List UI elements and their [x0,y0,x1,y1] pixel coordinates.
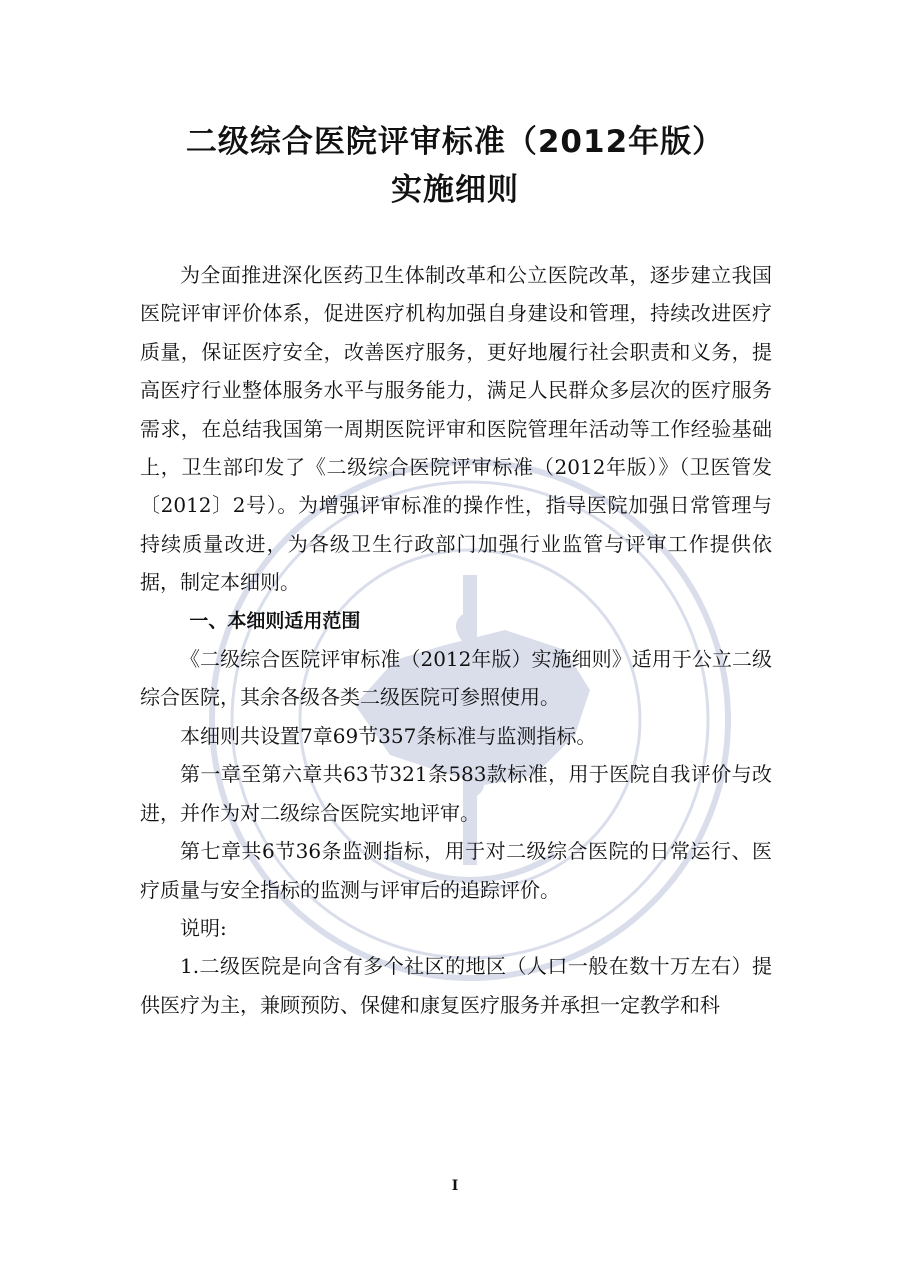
paragraph: 第七章共6节36条监测指标，用于对二级综合医院的日常运行、医疗质量与安全指标的监测与评审后的追踪评价。 [140,839,772,902]
page-number: I [451,1178,459,1194]
document-title: 二级综合医院评审标准（2012年版） [185,124,725,160]
paragraph: 《二级综合医院评审标准（2012年版）实施细则》适用于公立二级综合医院，其余各级各类二级医院可参照使用。 [140,647,772,710]
paragraph: 本细则共设置7章69节357条标准与监测指标。 [180,723,597,748]
notes-label: 说明: [180,915,227,940]
document-subtitle: 实施细则 [391,172,519,208]
paragraph: 1.二级医院是向含有多个社区的地区（人口一般在数十万左右）提供医疗为主，兼顾预防、保健和康复医疗服务并承担一定教学和科 [140,954,772,1017]
section-heading: 一、本细则适用范围 [189,609,361,632]
document-body [140,256,772,1024]
intro-paragraph: 为全面推进深化医药卫生体制改革和公立医院改革，逐步建立我国医院评审评价体系，促进医疗机构加强自身建设和管理，持续改进医疗质量，保证医疗安全，改善医疗服务，更好地履行社会职责和义务，提高医疗行业整体服务水平与服务能力，满足人民群众多层次的医疗服务需求，在总结我国第一周期医院评审和医院管理年活动等工作经验基础上，卫生部印发了《二级综合医院评审标准（2012年版）》（卫医管发〔2012〕2号）。为增强评审标准的操作性，指导医院加强日常管理与持续质量改进，为各级卫生行政部门加强行业监管与评审工作提供依据，制定本细则。 [140,263,772,595]
paragraph: 第一章至第六章共63节321条583款标准，用于医院自我评价与改进，并作为对二级综合医院实地评审。 [140,762,772,825]
